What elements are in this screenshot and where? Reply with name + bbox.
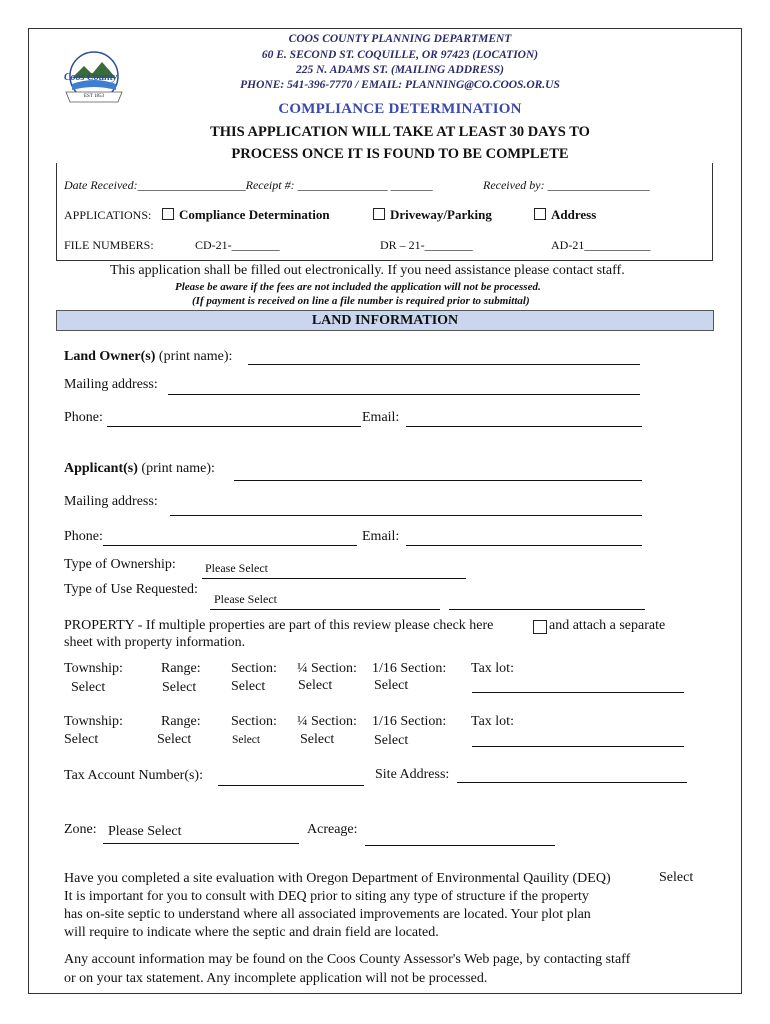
deq-select[interactable]: Select <box>659 870 694 885</box>
use-underline-2 <box>449 609 645 610</box>
page-title: COMPLIANCE DETERMINATION <box>278 101 522 117</box>
site-address-label: Site Address: <box>375 767 450 782</box>
use-label: Type of Use Requested: <box>64 582 198 597</box>
assessor-text-2: or on your tax statement. Any incomplete application will not be processed. <box>64 971 488 986</box>
section-land-information: LAND INFORMATION <box>56 310 714 331</box>
dept-location: 60 E. SECOND ST. COQUILLE, OR 97423 (LOCATION) <box>261 49 539 61</box>
quarter-section-label: ¼ Section: <box>297 714 357 729</box>
zone-underline <box>103 843 299 844</box>
owner-mailing-label: Mailing address: <box>64 377 158 392</box>
owner-name-field[interactable] <box>248 364 640 365</box>
checkbox[interactable] <box>534 208 546 220</box>
app-option-address[interactable] <box>534 207 596 223</box>
owner-mailing-field[interactable] <box>168 394 640 395</box>
fees-notice: Please be aware if the fees are not included the application will not be processed. <box>175 281 541 293</box>
dept-contact: PHONE: 541-396-7770 / EMAIL: PLANNING@CO.COOS.OR.US <box>240 79 560 91</box>
zone-select[interactable]: Please Select <box>108 824 182 839</box>
checkbox[interactable] <box>373 208 385 220</box>
date-received: Date Received:__________________Receipt #: _______________ _______ <box>64 178 433 192</box>
owner-label-rest: (print name): <box>155 349 233 364</box>
site-address-field[interactable] <box>457 782 687 783</box>
township-label: Township: <box>64 714 123 729</box>
applicant-email-field[interactable] <box>406 545 642 546</box>
township-label: Township: <box>64 661 123 676</box>
owner-email-label: Email: <box>362 410 400 425</box>
range-select[interactable]: Select <box>162 680 197 695</box>
logo-est: EST 1853 <box>84 94 105 99</box>
zone-label: Zone: <box>64 822 97 837</box>
payment-notice: (If payment is received on line a file number is required prior to submittal) <box>192 295 530 307</box>
deq-text-2: It is important for you to consult with DEQ prior to siting any type of structure if the property <box>64 889 589 904</box>
range-label: Range: <box>161 714 201 729</box>
tax-lot-label: Tax lot: <box>471 714 514 729</box>
sixteenth-section-select[interactable]: Select <box>374 678 409 693</box>
assessor-text-1: Any account information may be found on the Coos County Assessor's Web page, by contacting staff <box>64 952 631 967</box>
section-label: Section: <box>231 714 277 729</box>
township-select[interactable]: Select <box>64 732 99 747</box>
applicant-label-rest: (print name): <box>137 461 215 476</box>
ownership-label: Type of Ownership: <box>64 557 176 572</box>
applicant-email-label: Email: <box>362 529 400 544</box>
quarter-section-label: ¼ Section: <box>297 661 357 676</box>
file-ad: AD-21___________ <box>551 238 651 252</box>
deq-question: Have you completed a site evaluation with Oregon Department of Environmental Qauility (DEQ) <box>64 871 611 886</box>
file-dr: DR – 21-________ <box>380 238 473 252</box>
applicant-label <box>64 461 215 477</box>
ownership-select[interactable]: Please Select <box>205 561 268 575</box>
applicant-name-field[interactable] <box>234 480 642 481</box>
notice-line-2: PROCESS ONCE IT IS FOUND TO BE COMPLETE <box>231 146 569 162</box>
received-by: Received by: _________________ <box>483 178 650 192</box>
dept-name: COOS COUNTY PLANNING DEPARTMENT <box>288 33 512 45</box>
sixteenth-section-label: 1/16 Section: <box>372 714 447 729</box>
acreage-label: Acreage: <box>307 822 358 837</box>
use-underline <box>210 609 440 610</box>
sixteenth-section-select[interactable]: Select <box>374 733 409 748</box>
property-text: PROPERTY - If multiple properties are part of this review please check here <box>64 618 494 633</box>
tax-account-field[interactable] <box>218 785 364 786</box>
section-label: Section: <box>231 661 277 676</box>
ownership-underline <box>202 578 466 579</box>
township-select[interactable]: Select <box>71 680 106 695</box>
tax-lot-label: Tax lot: <box>471 661 514 676</box>
tax-lot-field[interactable] <box>472 692 684 693</box>
app-option-driveway[interactable] <box>373 207 492 223</box>
app-option-label: Address <box>551 207 597 222</box>
coos-county-logo <box>62 44 126 108</box>
owner-phone-field[interactable] <box>107 426 361 427</box>
app-option-label: Compliance Determination <box>179 207 330 222</box>
owner-email-field[interactable] <box>406 426 642 427</box>
tax-lot-field[interactable] <box>472 746 684 747</box>
range-label: Range: <box>161 661 201 676</box>
property-text-3: sheet with property information. <box>64 635 246 650</box>
dept-mailing: 225 N. ADAMS ST. (MAILING ADDRESS) <box>295 64 504 76</box>
applicant-mailing-field[interactable] <box>170 515 642 516</box>
applicant-phone-field[interactable] <box>103 545 357 546</box>
checkbox[interactable] <box>162 208 174 220</box>
applicant-phone-label: Phone: <box>64 529 103 544</box>
section-select[interactable]: Select <box>232 734 261 746</box>
app-option-compliance[interactable] <box>162 207 330 223</box>
quarter-section-select[interactable]: Select <box>298 678 333 693</box>
owner-phone-label: Phone: <box>64 410 103 425</box>
use-select[interactable]: Please Select <box>214 592 277 606</box>
file-numbers-label: FILE NUMBERS: <box>64 238 154 252</box>
applications-label: APPLICATIONS: <box>64 208 152 222</box>
quarter-section-select[interactable]: Select <box>300 732 335 747</box>
app-option-label: Driveway/Parking <box>390 207 492 222</box>
sixteenth-section-label: 1/16 Section: <box>372 661 447 676</box>
notice-line-1: THIS APPLICATION WILL TAKE AT LEAST 30 DAYS TO <box>210 124 590 140</box>
logo-text: Coos County <box>64 72 118 83</box>
range-select[interactable]: Select <box>157 732 192 747</box>
electronic-notice: This application shall be filled out electronically. If you need assistance please contact staff. <box>110 263 625 278</box>
applicant-label-bold: Applicant(s) <box>64 461 138 476</box>
section-select[interactable]: Select <box>231 679 266 694</box>
file-cd: CD-21-________ <box>195 238 280 252</box>
owner-label <box>64 349 232 365</box>
owner-label-bold: Land Owner(s) <box>64 349 156 364</box>
deq-text-3: has on-site septic to understand where all associated improvements are located. Your plot plan <box>64 907 591 922</box>
deq-text-4: will require to indicate where the septic and drain field are located. <box>64 925 439 940</box>
acreage-field[interactable] <box>365 845 555 846</box>
property-text-2: and attach a separate <box>549 618 666 633</box>
multiple-properties-checkbox[interactable] <box>533 620 547 634</box>
applicant-mailing-label: Mailing address: <box>64 494 158 509</box>
tax-account-label: Tax Account Number(s): <box>64 768 203 783</box>
